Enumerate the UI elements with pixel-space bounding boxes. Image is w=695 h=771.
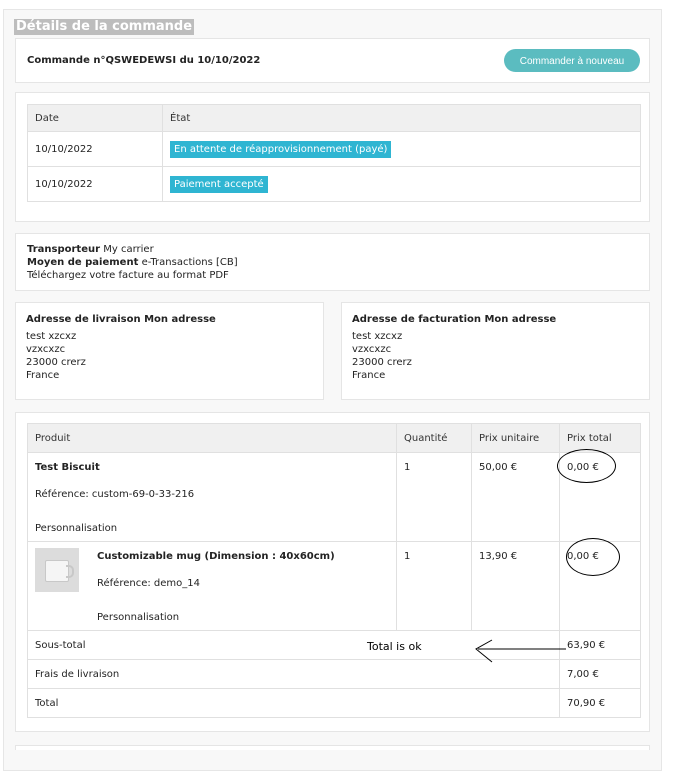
total-row	[28, 689, 641, 718]
delivery-address-title: Adresse de livraison Mon adresse	[26, 314, 216, 325]
product-total-price: 0,00 €	[560, 542, 641, 631]
total-label: Total	[28, 689, 560, 718]
carrier-line	[27, 244, 154, 255]
product-customization[interactable]: Personnalisation	[97, 612, 180, 623]
history-date: 10/10/2022	[28, 132, 163, 167]
address-line: 23000 crerz	[352, 357, 412, 368]
order-reference: Commande n°QSWEDEWSI du 10/10/2022	[27, 55, 261, 66]
history-header-date: Date	[28, 105, 163, 132]
product-quantity: 1	[397, 542, 472, 631]
subtotal-value: 63,90 €	[560, 631, 641, 660]
product-thumbnail	[35, 548, 79, 592]
address-line: 23000 crerz	[26, 357, 86, 368]
product-customization[interactable]: Personnalisation	[35, 523, 118, 534]
annotation-circle	[566, 538, 620, 576]
product-cell	[28, 542, 397, 631]
product-reference: Référence: custom-69-0-33-216	[35, 489, 195, 500]
address-line: test xzcxz	[352, 331, 403, 342]
products-header-total-price: Prix total	[560, 424, 641, 453]
table-row	[28, 132, 641, 167]
products-header-unit-price: Prix unitaire	[472, 424, 560, 453]
invoice-address-title: Adresse de facturation Mon adresse	[352, 314, 557, 325]
table-row	[28, 542, 641, 631]
address-line: France	[26, 370, 60, 381]
shipping-payment-info	[15, 233, 650, 291]
annotation-text: Total is ok	[367, 640, 422, 653]
address-line: vzxcxzc	[352, 344, 392, 355]
reorder-button[interactable]: Commander à nouveau	[504, 49, 640, 72]
invoice-download-link[interactable]: Téléchargez votre facture au format PDF	[27, 270, 229, 281]
product-total-price: 0,00 €	[560, 453, 641, 542]
next-section-edge	[15, 745, 650, 750]
status-badge: Paiement accepté	[170, 176, 268, 193]
shipping-value: 7,00 €	[560, 660, 641, 689]
address-line: France	[352, 370, 386, 381]
status-badge: En attente de réapprovisionnement (payé)	[170, 141, 391, 158]
carrier-value: My carrier	[103, 244, 154, 255]
products-header-product: Produit	[28, 424, 397, 453]
table-row	[28, 453, 641, 542]
address-line: test xzcxz	[26, 331, 77, 342]
product-name: Test Biscuit	[35, 462, 100, 473]
products-table	[27, 423, 641, 718]
subtotal-label: Sous-total	[28, 631, 560, 660]
total-value: 70,90 €	[560, 689, 641, 718]
invoice-address	[341, 302, 650, 400]
product-quantity: 1	[397, 453, 472, 542]
table-row	[28, 167, 641, 202]
product-unit-price: 13,90 €	[472, 542, 560, 631]
product-reference: Référence: demo_14	[97, 578, 200, 589]
page-title: Détails de la commande	[16, 19, 193, 34]
product-unit-price: 50,00 €	[472, 453, 560, 542]
history-header-status: État	[163, 105, 641, 132]
address-line: vzxcxzc	[26, 344, 66, 355]
product-name: Customizable mug (Dimension : 40x60cm)	[97, 551, 335, 562]
payment-value: e-Transactions [CB]	[141, 257, 238, 268]
history-status-cell	[163, 167, 641, 202]
history-date: 10/10/2022	[28, 167, 163, 202]
payment-line	[27, 257, 238, 268]
delivery-address	[15, 302, 324, 400]
order-header	[15, 38, 650, 83]
order-products	[15, 412, 650, 732]
order-history	[15, 92, 650, 222]
history-status-cell	[163, 132, 641, 167]
product-cell	[28, 453, 397, 542]
mug-handle	[66, 565, 74, 578]
annotation-arrow	[470, 638, 570, 668]
shipping-label: Frais de livraison	[28, 660, 560, 689]
annotation-circle	[557, 449, 616, 483]
products-header-quantity: Quantité	[397, 424, 472, 453]
history-table	[27, 104, 641, 202]
payment-label: Moyen de paiement	[27, 257, 139, 268]
carrier-label: Transporteur	[27, 244, 101, 255]
